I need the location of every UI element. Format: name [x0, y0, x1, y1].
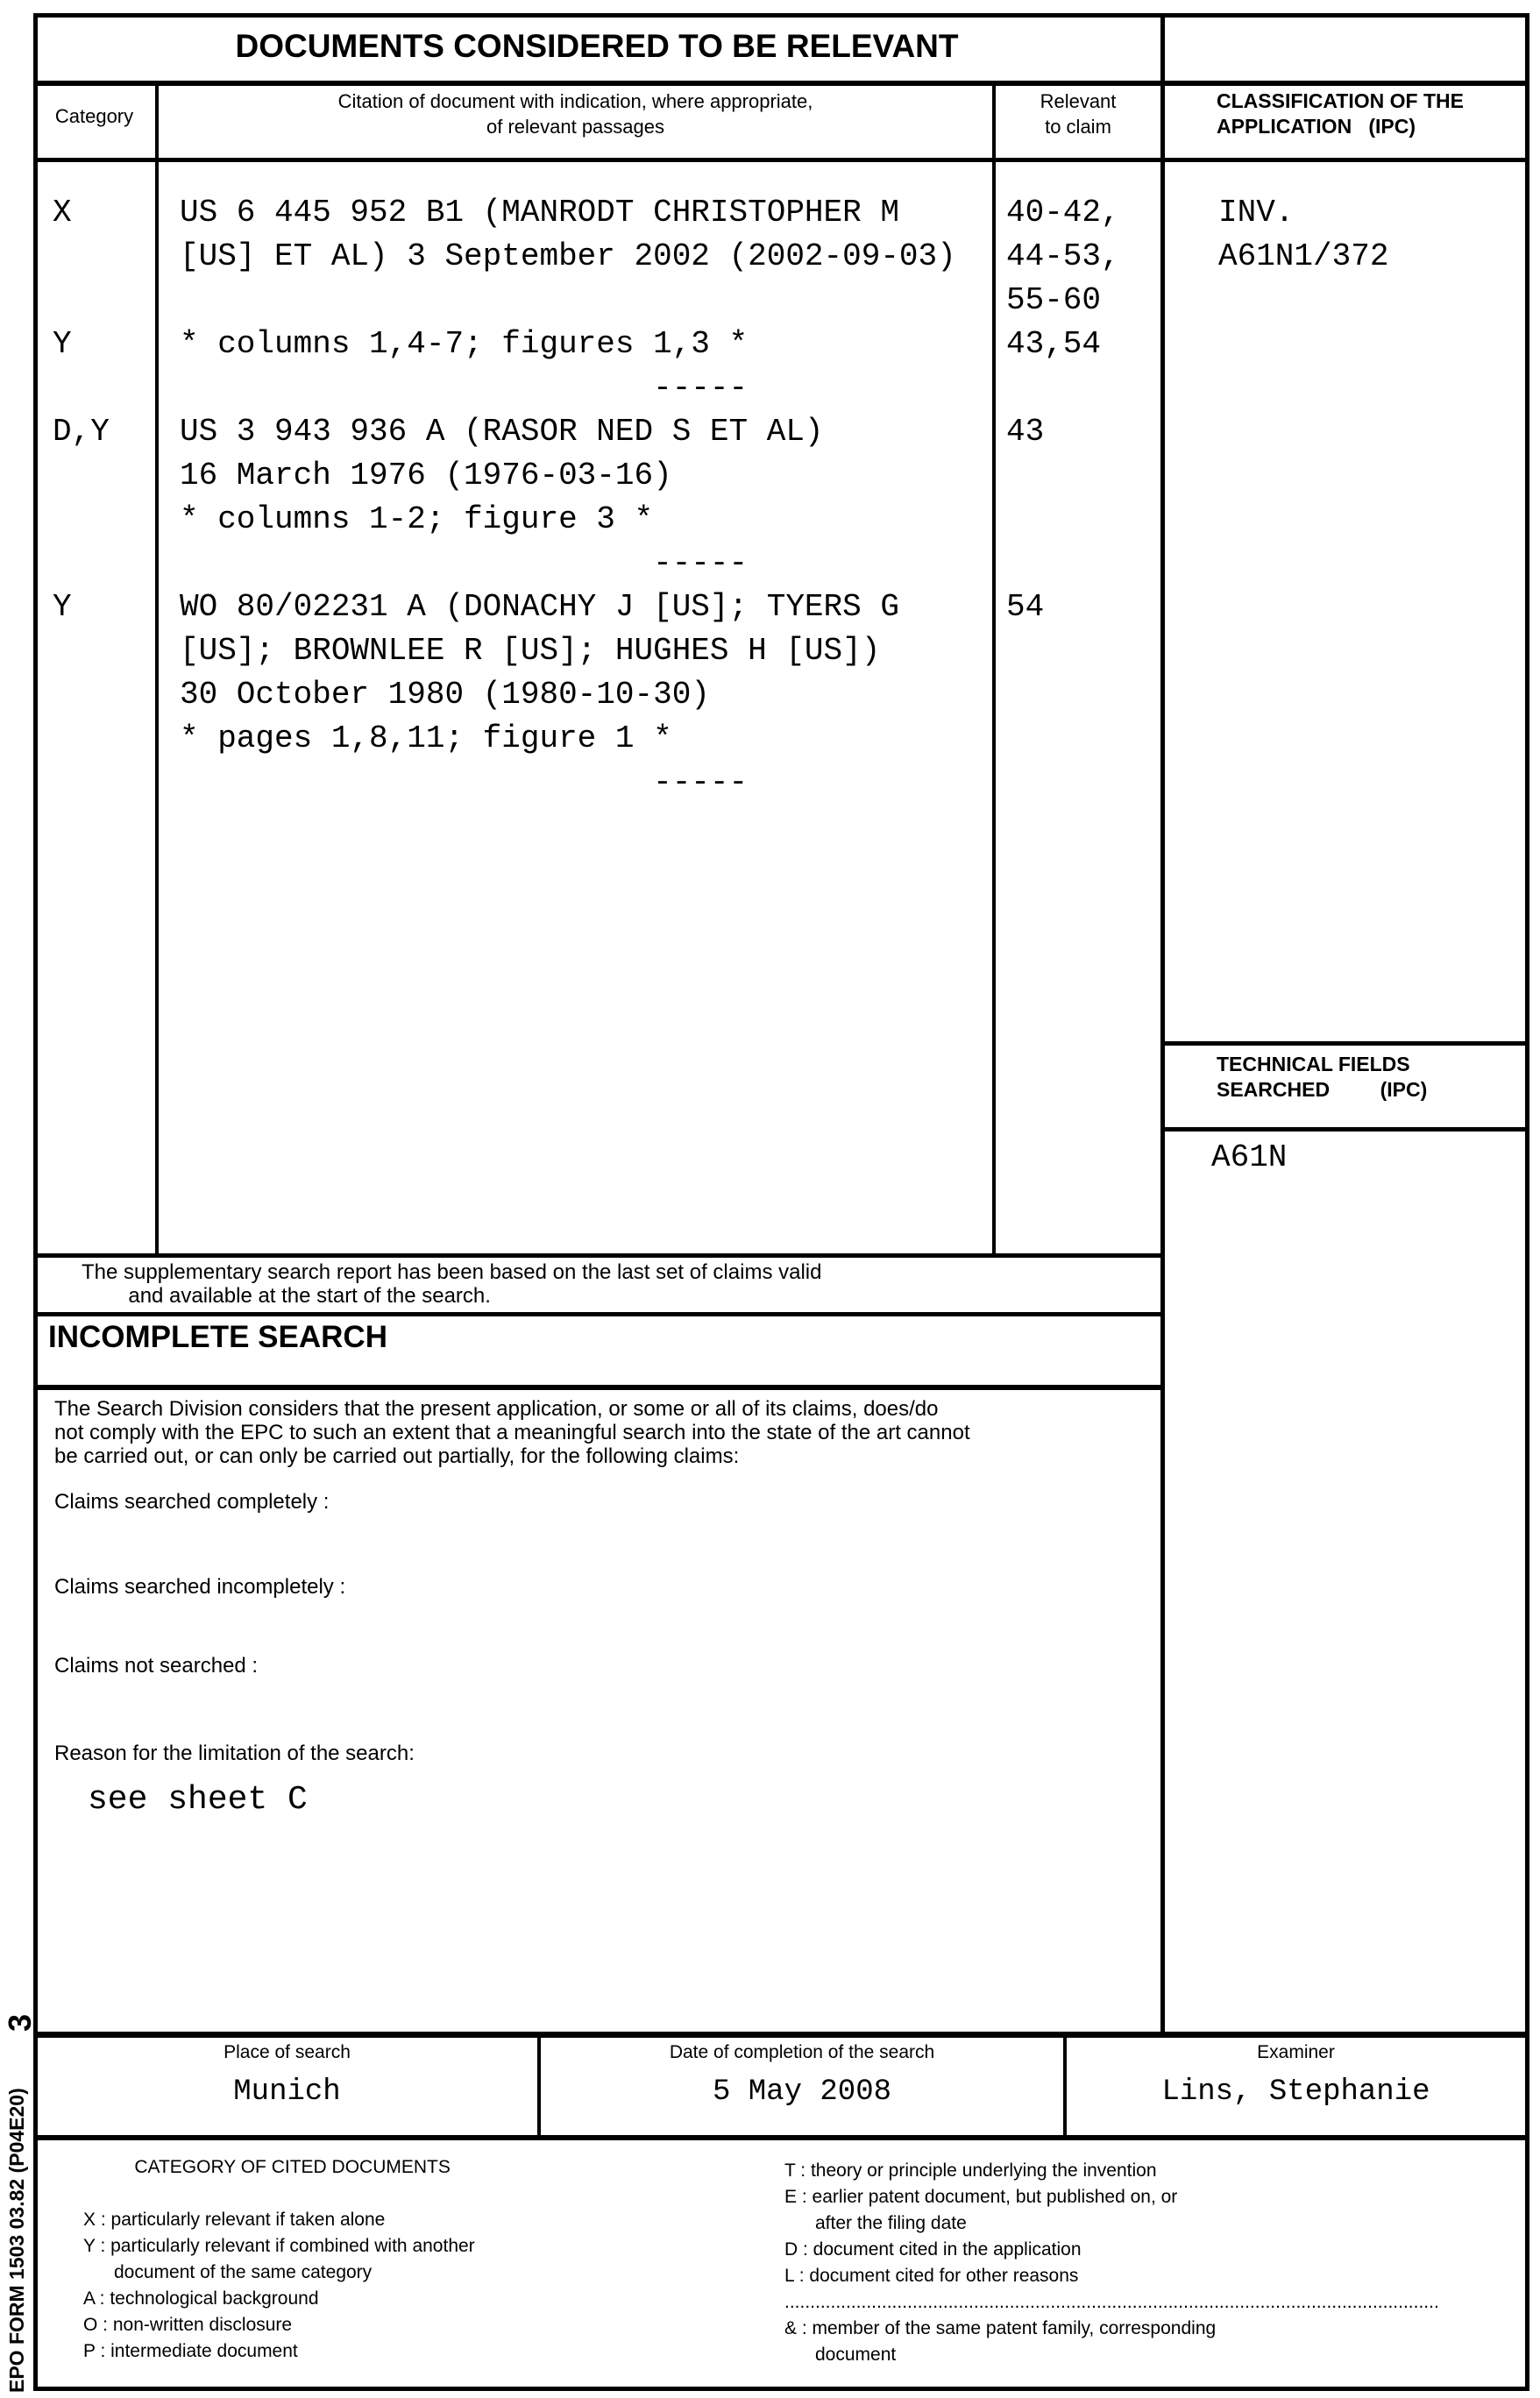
- relevant-claims-column-values: 40-42, 44-53, 55-60 43,54 43 54: [1006, 195, 1120, 625]
- table-border: [33, 1312, 1165, 1316]
- table-border: [1160, 1127, 1529, 1132]
- col-header-citation: Citation of document with indication, where appropriate, of relevant passages: [337, 90, 813, 138]
- place-of-search-value: Munich: [233, 2075, 341, 2109]
- reason-limitation-label: Reason for the limitation of the search:: [54, 1742, 415, 1765]
- classification-values: INV. A61N1/372: [1218, 195, 1389, 274]
- table-border: [33, 81, 1529, 86]
- table-border: [33, 13, 1529, 18]
- cited-documents-legend-right: T : theory or principle underlying the invention E : earlier patent document, but published on, or after the filing date D : document cited in the application L : document cited for other reasons ................................................................................................................................ & : member of the same patent family, corresponding document: [784, 2160, 1439, 2365]
- table-border: [1160, 1041, 1529, 1046]
- table-border: [33, 1253, 1165, 1258]
- place-of-search-label: Place of search: [224, 2042, 351, 2062]
- table-border: [33, 1385, 1165, 1390]
- table-border: [33, 2135, 1529, 2140]
- examiner-value: Lins, Stephanie: [1161, 2075, 1430, 2109]
- table-border: [33, 158, 1529, 162]
- reason-limitation-value: see sheet C: [88, 1781, 308, 1819]
- margin-page-number: 3: [2, 2013, 38, 2032]
- citation-column-values: US 6 445 952 B1 (MANRODT CHRISTOPHER M [US] ET AL) 3 September 2002 (2002-09-03) * columns 1,4-7; figures 1,3 * ----- US 3 943 936 A (RASOR NED S ET AL) 16 March 1976 (1976-03-16) * columns 1-2; figure 3 * ----- WO 80/02231 A (DONACHY J [US]; TYERS G [US]; BROWNLEE R [US]; HUGHES H [US]) 30 October 1980 (1980-10-30) * pages 1,8,11; figure 1 * -----: [180, 195, 956, 800]
- technical-fields-value: A61N: [1211, 1139, 1288, 1175]
- col-header-category: Category: [54, 105, 134, 127]
- section-title: DOCUMENTS CONSIDERED TO BE RELEVANT: [235, 28, 959, 64]
- incomplete-search-heading: INCOMPLETE SEARCH: [48, 1320, 387, 1354]
- claims-not-searched-label: Claims not searched :: [54, 1654, 259, 1678]
- col-header-classification: CLASSIFICATION OF THE APPLICATION (IPC): [1217, 89, 1464, 138]
- date-of-completion-label: Date of completion of the search: [669, 2042, 935, 2062]
- table-border: [33, 2032, 1529, 2038]
- incomplete-search-intro: The Search Division considers that the present application, or some or all of its claims, does/do not comply with the EPC to such an extent that a meaningful search into the state of the art cannot be carried out, or can only be carried out partially, for the following claims:: [54, 1397, 970, 1468]
- table-border: [992, 81, 996, 1258]
- technical-fields-header: TECHNICAL FIELDS SEARCHED (IPC): [1217, 1053, 1428, 1101]
- table-border: [155, 81, 159, 1258]
- date-of-completion-value: 5 May 2008: [712, 2075, 892, 2109]
- supplementary-note: The supplementary search report has been based on the last set of claims valid and available at the start of the search.: [82, 1260, 822, 1308]
- table-border: [1160, 13, 1165, 2038]
- margin-form-id: EPO FORM 1503 03.82 (P04E20): [5, 2088, 28, 2393]
- examiner-label: Examiner: [1257, 2042, 1335, 2062]
- claims-searched-completely-label: Claims searched completely :: [54, 1490, 330, 1514]
- cited-documents-legend-left: CATEGORY OF CITED DOCUMENTS X : particularly relevant if taken alone Y : particularly relevant if combined with another document of the same category A : technological background O : non-written disclosure P : intermediate document: [83, 2157, 475, 2361]
- col-header-relevant: Relevant to claim: [1040, 90, 1117, 138]
- table-border: [33, 2387, 1529, 2391]
- category-column-values: X Y D,Y Y: [53, 195, 110, 625]
- claims-searched-incompletely-label: Claims searched incompletely :: [54, 1575, 346, 1599]
